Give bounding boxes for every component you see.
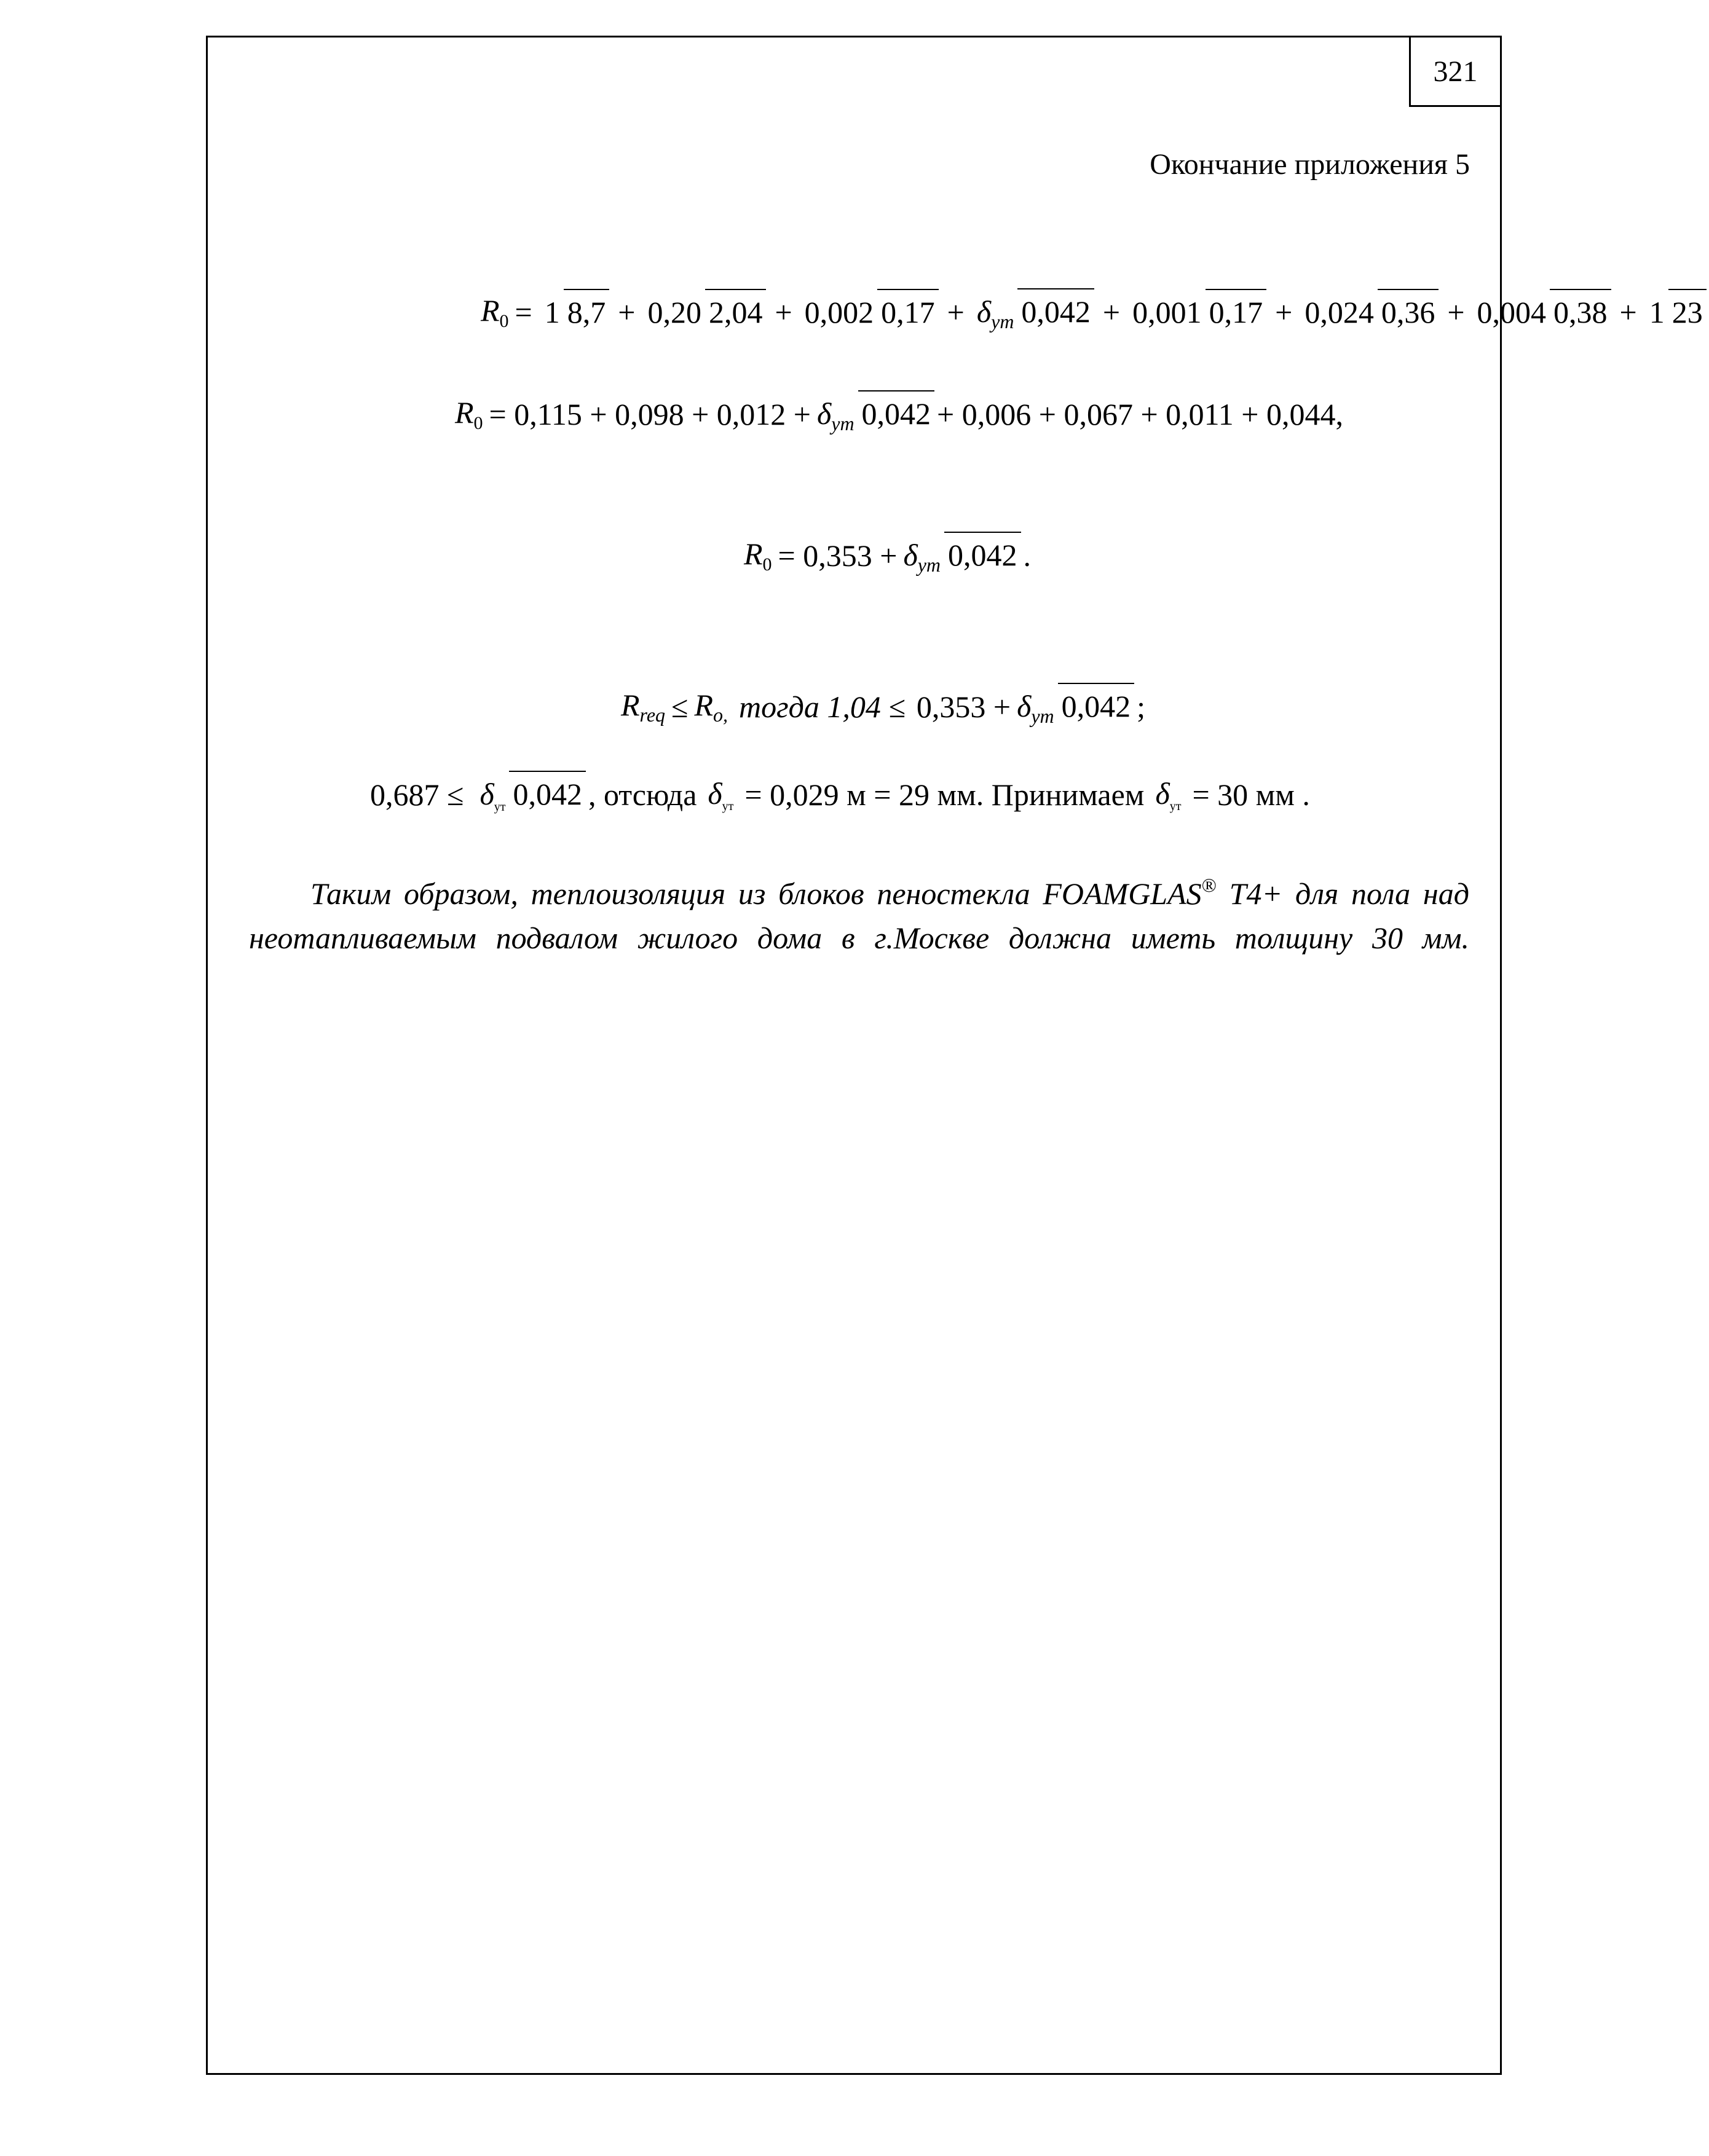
eq2-right-terms: + 0,006 + 0,067 + 0,011 + 0,044, (937, 397, 1343, 431)
eq3-left-terms: = 0,353 + (778, 538, 898, 573)
eq5-text2: = 0,029 м = 29 мм. Принимаем (744, 777, 1145, 812)
eq1-equals: = (515, 295, 532, 329)
continuation-heading: Окончание приложения 5 (1150, 148, 1470, 181)
eq5-fraction-delta: $\delta_{ут}$ 0,042 (476, 776, 586, 813)
eq1-plus: + (1447, 295, 1465, 329)
eq1-plus: + (1275, 295, 1293, 329)
eq4-rreq: $R_{req}$ (621, 688, 666, 726)
eq1-plus: + (1102, 295, 1121, 329)
eq2-fraction-delta: $\delta_{ут}$ 0,042 (813, 396, 934, 433)
conclusion-line-2: неотапливаемым подвалом жилого дома в г.Москве должна иметь толщину 30 мм. (249, 921, 1469, 955)
eq5-delta-1: $\delta_{ут}$ (708, 776, 734, 813)
eq1-fraction-3: 0,002 0,17 (801, 294, 939, 330)
eq3-fraction-delta: $\delta_{ут}$ 0,042 (899, 537, 1020, 575)
page-number-text: 321 (1433, 55, 1478, 88)
conclusion-paragraph (249, 863, 1469, 960)
eq4-value: 0,353 + (916, 690, 1011, 724)
eq1-fraction-5: 0,001 0,17 (1129, 294, 1266, 330)
eq1-lhs: $R_0$ (481, 293, 509, 331)
eq5-left: 0,687 ≤ (370, 777, 464, 812)
eq2-lhs: $R_0$ (455, 395, 483, 433)
eq5-delta-2: $\delta_{ут}$ (1155, 776, 1182, 813)
eq2-left-terms: = 0,115 + 0,098 + 0,012 + (489, 397, 811, 431)
eq3-tail: . (1023, 538, 1032, 573)
equation-r0-sum (744, 536, 1031, 575)
equation-r0-values (455, 395, 1343, 434)
eq4-then-text: тогда 1,04 ≤ (739, 690, 906, 724)
equation-r0-fractions (481, 293, 1709, 332)
eq5-text1: , отсюда (588, 777, 697, 812)
eq1-fraction-6: 0,024 0,36 (1301, 294, 1439, 330)
eq1-fraction-8: 1 23 (1646, 294, 1707, 330)
eq4-le: ≤ (671, 690, 689, 724)
eq1-plus: + (775, 295, 792, 329)
conclusion-line-1: Таким образом, теплоизоляция из блоков пеностекла FOAMGLAS® Т4+ для пола над (310, 874, 1469, 911)
eq1-fraction-1: 1 8,7 (541, 294, 610, 330)
eq1-plus: + (1619, 295, 1637, 329)
equation-result (370, 776, 1310, 814)
eq1-plus: + (618, 295, 636, 329)
eq5-text3: = 30 мм . (1192, 777, 1310, 812)
eq1-plus: + (947, 295, 965, 329)
page-number (1409, 36, 1502, 107)
page-frame (206, 36, 1502, 2075)
eq4-fraction-delta: $\delta_{ут}$ 0,042 (1013, 688, 1134, 726)
eq1-fraction-7: 0,004 0,38 (1474, 294, 1611, 330)
eq1-fraction-delta: $\delta_{ут}$ 0,042 (973, 294, 1094, 331)
eq4-tail: ; (1137, 690, 1146, 724)
equation-condition (621, 687, 1145, 726)
eq1-fraction-2: 0,20 2,04 (644, 294, 766, 330)
eq4-ro: $R_{o,}$ (694, 688, 728, 726)
eq3-lhs: $R_0$ (744, 537, 772, 575)
